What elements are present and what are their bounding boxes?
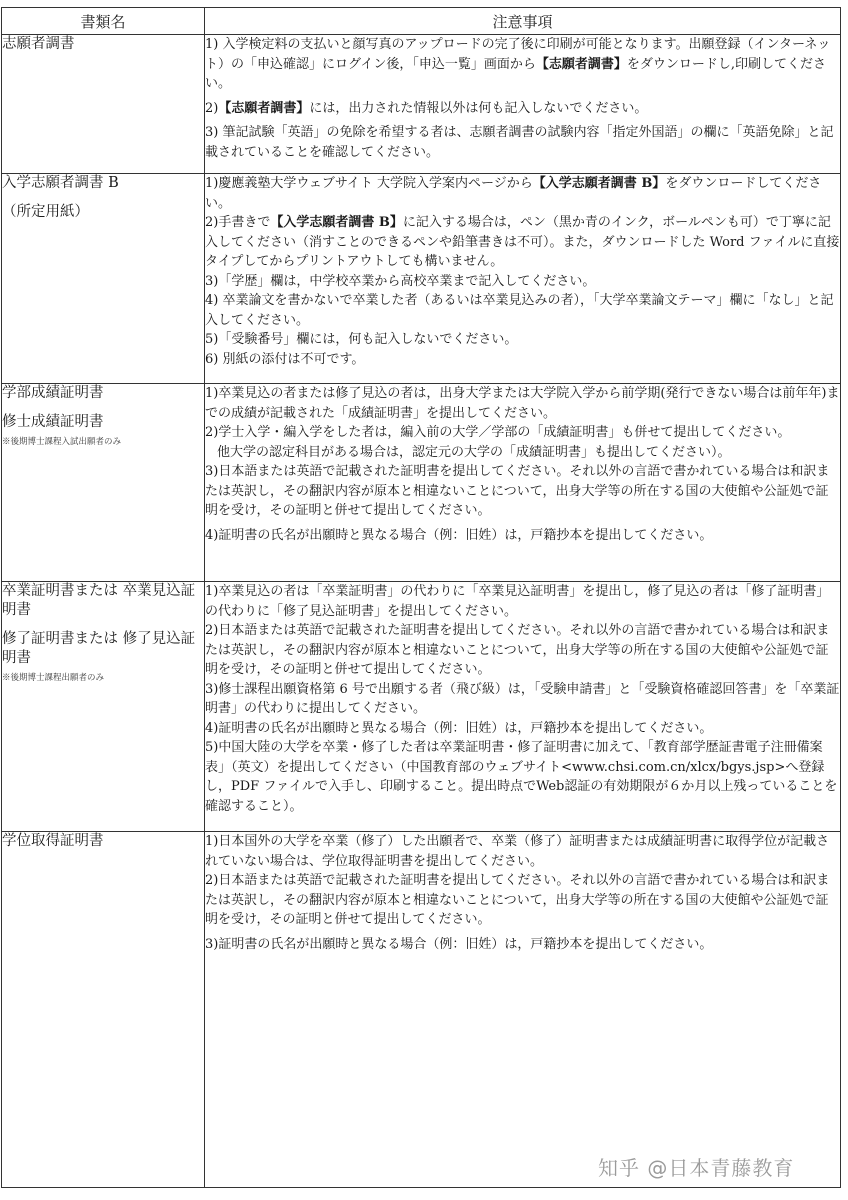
watermark: 知乎 @日本青藤教育 [598,1156,795,1180]
header-notes: 注意事項 [205,8,841,35]
document-name: 修士成績証明書 [2,414,104,430]
notes-cell [205,832,841,1188]
note-item: 3)修士課程出願資格第 6 号で出願する者（飛び級）は，「受験申請書」と「受験資格確認回答書」を「卒業証明書」の代わりに提出してください。 [205,681,840,716]
notes-cell [205,35,841,174]
requirements-table [1,7,841,1188]
document-name-cell [2,35,205,174]
note-item: 5)中国大陸の大学を卒業・修了した者は卒業証明書・修了証明書に加えて、「教育部学歴証書電子注冊備案表」（英文）を提出してください（中国教育部のウェブサイト<www.chsi.com.cn/xlcx/bgys.jsp>へ登録し，PDF ファイルで入手し、印刷すること。提出時点でWeb認証の有効期限が６か月以上残っていることを確認すること）。 [205,740,838,814]
document-note: ※後期博士課程出願者のみ [2,673,105,683]
note-item: 1) 入学検定料の支払いと顔写真のアップロードの完了後に印刷が可能となります。出願登録（インターネット）の「申込確認」にログイン後，「申込一覧」画面から【志願者調書】をダウンロードし,印刷してください。 [205,37,831,91]
document-name: 入学志願者調書 B [2,175,119,191]
note-item: 他大学の認定科目がある場合は，認定元の大学の「成績証明書」も提出してください）。 [217,444,731,460]
note-item: 3)日本語または英語で記載された証明書を提出してください。それ以外の言語で書かれている場合は和訳または英訳し，その翻訳内容が原本と相違ないことについて，出身大学等の所在する国の大使館や公証処で証明を受け，その証明と併せて提出してください。 [205,464,830,518]
table-row [2,174,841,384]
note-item: 2)日本語または英語で記載された証明書を提出してください。それ以外の言語で書かれている場合は和訳または英訳し，その翻訳内容が原本と相違ないことについて，出身大学等の所在する国の大使館や公証処で証明を受け，その証明と併せて提出してください。 [205,623,830,677]
table-row [2,384,841,582]
notes-cell [205,582,841,832]
note-item: 3) 筆記試験「英語」の免除を希望する者は、志願者調書の試験内容「指定外国語」の欄に「英語免除」と記載されていることを確認してください。 [205,125,834,160]
note-item: 2)日本語または英語で記載された証明書を提出してください。それ以外の言語で書かれている場合は和訳または英訳し，その翻訳内容が原本と相違ないことについて，出身大学等の所在する国の大使館や公証処で証明を受け，その証明と併せて提出してください。 [205,873,830,927]
note-item: 1)卒業見込の者または修了見込の者は，出身大学または大学院入学から前学期(発行できない場合は前年年)までの成績が記載された「成績証明書」を提出してください。 [205,386,840,421]
note-item: 2)手書きで【入学志願者調書 B】に記入する場合は，ペン（黒か青のインク，ボールペンも可）で丁寧に記入してください（消すことのできるペンや鉛筆書きは不可）。また，ダウンロードした Word ファイルに直接タイプしてからプリントアウトしても構いません。 [205,215,840,269]
note-item: 3)証明書の氏名が出願時と異なる場合（例：旧姓）は，戸籍抄本を提出してください。 [205,936,713,952]
note-item: 1)卒業見込の者は「卒業証明書」の代わりに「卒業見込証明書」を提出し，修了見込の者は「修了証明書」の代わりに「修了見込証明書」を提出してください。 [205,584,830,619]
note-item: 4)証明書の氏名が出願時と異なる場合（例：旧姓）は，戸籍抄本を提出してください。 [205,720,713,736]
note-item: 4)証明書の氏名が出願時と異なる場合（例：旧姓）は，戸籍抄本を提出してください。 [205,527,713,543]
note-item: 2)【志願者調書】には，出力された情報以外は何も記入しないでください。 [205,100,648,116]
document-name-cell [2,174,205,384]
document-name: 学位取得証明書 [2,833,104,849]
note-item: 5)「受験番号」欄には，何も記入しないでください。 [205,332,518,347]
note-item: 3)「学歴」欄は，中学校卒業から高校卒業まで記入してください。 [205,273,596,289]
note-item: 1)慶應義塾大学ウェブサイト 大学院入学案内ページから【入学志願者調書 B】をダウンロードしてください。 [205,176,822,211]
document-name-cell [2,582,205,832]
note-item: 4) 卒業論文を書かないで卒業した者（あるいは卒業見込みの者），「大学卒業論文テーマ」欄に「なし」と記入してください。 [205,293,834,328]
note-item: 6) 別紙の添付は不可です。 [205,351,365,367]
document-name: 学部成績証明書 [2,385,104,401]
document-name-cell [2,384,205,582]
table-row [2,582,841,832]
document-note: ※後期博士課程入試出願者のみ [2,437,122,447]
document-name: 卒業証明書または 卒業見込証明書 [2,583,196,618]
table-row [2,832,841,1188]
header-row [2,8,841,35]
document-name-sub: （所定用紙） [2,204,89,220]
notes-cell [205,174,841,384]
header-document-name: 書類名 [2,8,205,35]
notes-cell [205,384,841,582]
document-name: 志願者調書 [2,36,75,52]
document-name-cell [2,832,205,1188]
note-item: 1)日本国外の大学を卒業（修了）した出願者で、卒業（修了）証明書または成績証明書に取得学位が記載されていない場合は、学位取得証明書を提出してください。 [205,834,830,869]
document-name: 修了証明書または 修了見込証明書 [2,631,196,666]
note-item: 2)学士入学・編入学をした者は，編入前の大学／学部の「成績証明書」も併せて提出してください。 [205,425,791,440]
table-row [2,35,841,174]
